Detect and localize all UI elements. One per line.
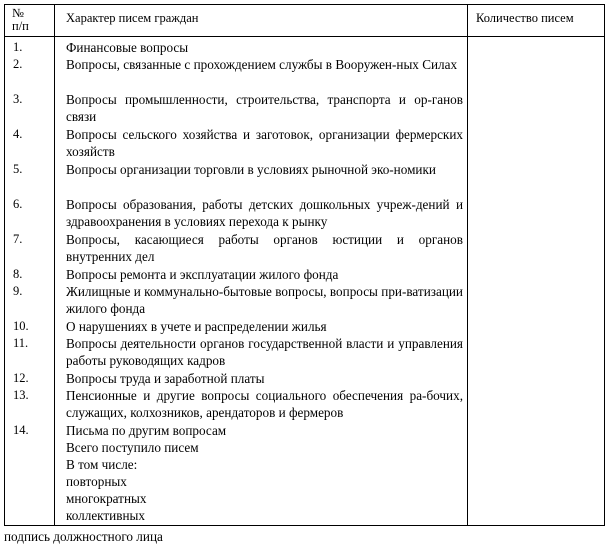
row-number: 5. [13,162,23,176]
summary-line: В том числе: [66,457,138,472]
header-num: № п/п [12,6,29,33]
row-number: 7. [13,232,23,246]
row-number: 14. [13,423,29,437]
row-text: Вопросы промышленности, строительства, транспорта и ор-ганов связи [66,92,463,124]
summary-line: повторных [66,474,127,489]
row-text: О нарушениях в учете и распределении жилья [66,319,327,334]
header-count: Количество писем [476,11,574,25]
row-text: Вопросы деятельности органов государственной власти и управления работы руководящих кадров [66,336,463,368]
signature-line: подпись должностного лица [4,529,163,544]
row-number: 8. [13,267,23,281]
row-text: Письма по другим вопросам [66,423,227,438]
summary-line: Всего поступило писем [66,440,199,455]
row-text: Вопросы труда и заработной платы [66,371,265,386]
row-number: 3. [13,92,23,106]
header-divider [5,36,604,37]
row-text: Вопросы образования, работы детских дошкольных учреж-дений и здравоохранения в условиях перехода к рынку [66,197,463,229]
row-number: 9. [13,284,23,298]
row-number: 6. [13,197,23,211]
summary-line: многократных [66,491,147,506]
row-number: 10. [13,319,29,333]
row-number: 4. [13,127,23,141]
row-text: Вопросы, связанные с прохождением службы в Вооружен-ных Силах [66,57,458,72]
summary-line: коллективных [66,508,145,523]
row-text: Вопросы, касающиеся работы органов юстиции и органов внутренних дел [66,232,463,264]
row-text: Финансовые вопросы [66,40,189,55]
row-text: Жилищные и коммунально-бытовые вопросы, вопросы при-ватизации жилого фонда [66,284,463,316]
row-text: Вопросы сельского хозяйства и заготовок, организации фермерских хозяйств [66,127,463,159]
row-number: 1. [13,40,23,54]
column-divider-num [54,5,55,525]
row-text: Вопросы организации торговли в условиях рыночной эко-номики [66,162,436,177]
letters-table [4,4,605,526]
row-number: 13. [13,388,29,402]
row-text: Пенсионные и другие вопросы социального обеспечения ра-бочих, служащих, колхозников, арендаторов и фермеров [66,388,463,420]
row-text: Вопросы ремонта и эксплуатации жилого фонда [66,267,339,282]
row-number: 12. [13,371,29,385]
column-divider-count [467,5,468,525]
header-character: Характер писем граждан [66,11,199,25]
row-number: 11. [13,336,29,350]
row-number: 2. [13,57,23,71]
